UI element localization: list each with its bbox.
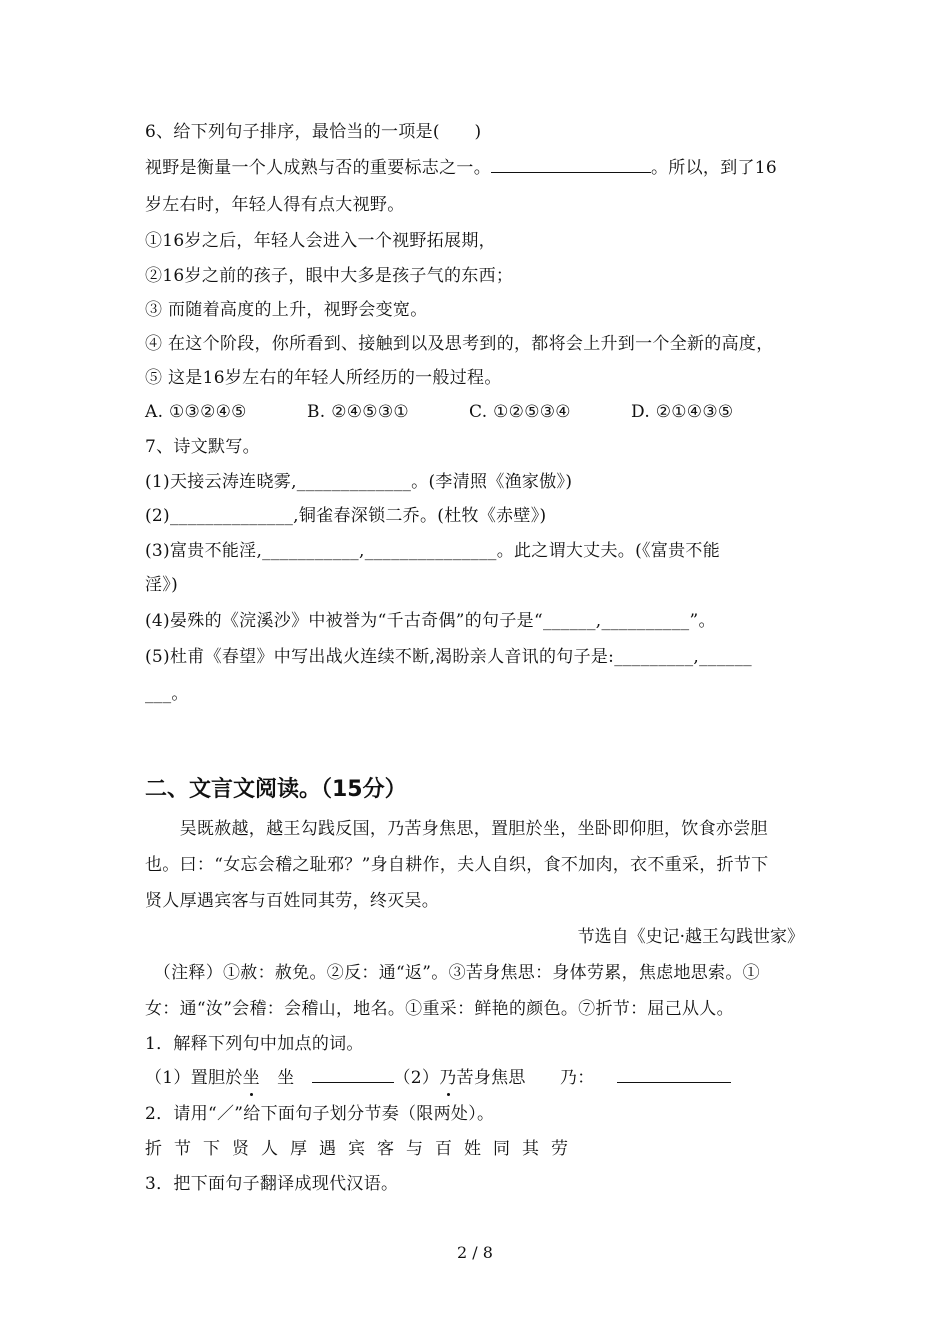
q6-line2: 岁左右时，年轻人得有点大视野。 xyxy=(145,195,405,215)
q6-option-c[interactable]: C. ①②⑤③④ xyxy=(469,402,571,422)
q1b-rest: 苦身焦思 xyxy=(456,1068,526,1088)
q1a-prefix: （1）置胆於 xyxy=(145,1068,243,1088)
question-2: 2．请用“／”给下面句子划分节奏（限两处）。 xyxy=(145,1104,495,1124)
question-1: 1．解释下列句中加点的词。 xyxy=(145,1034,364,1054)
q1b-word: 乃： xyxy=(559,1068,595,1088)
q6-sentence-4: ④ 在这个阶段，你所看到、接触到以及思考到的，都将会上升到一个全新的高度， xyxy=(145,334,774,354)
q7-item-5: (5)杜甫《春望》中写出战火连续不断,渴盼亲人音讯的句子是:_________,______ xyxy=(145,647,752,667)
q1b-answer-blank[interactable] xyxy=(617,1066,731,1083)
notes-line-2: 女：通“汝”会稽：会稽山，地名。①重采：鲜艳的颜色。⑦折节：屈己从人。 xyxy=(145,999,734,1019)
q7-item-4: (4)晏殊的《浣溪沙》中被誉为“千古奇偶”的句子是“______,__________”。 xyxy=(145,611,716,631)
q6-line1 xyxy=(145,156,777,180)
question-2-sentence[interactable]: 折节下贤人厚遇宾客与百姓同其劳 xyxy=(145,1139,580,1159)
q6-sentence-3: ③ 而随着高度的上升，视野会变宽。 xyxy=(145,300,428,320)
section-2-title: 二、文言文阅读。（15分） xyxy=(145,777,407,802)
q6-line1-b: 。所以，到了16 xyxy=(651,158,778,178)
q6-option-a[interactable]: A. ①③②④⑤ xyxy=(145,402,247,422)
q7-item-5-cont: ___。 xyxy=(145,684,189,704)
page-number: 2 / 8 xyxy=(457,1243,493,1262)
passage-line-3: 贤人厚遇宾客与百姓同其劳，终灭吴。 xyxy=(145,891,440,911)
q1a-answer-blank[interactable] xyxy=(312,1066,394,1083)
q6-option-d[interactable]: D. ②①④③⑤ xyxy=(631,402,734,422)
q6-option-b[interactable]: B. ②④⑤③① xyxy=(307,402,409,422)
q7-item-2: (2)______________,铜雀春深锁二乔。(杜牧《赤壁》) xyxy=(145,506,547,526)
q7-item-3: (3)富贵不能淫,___________,_______________。此之谓大丈夫。(《富贵不能 xyxy=(145,541,721,561)
q6-stem: 6、给下列句子排序，最恰当的一项是( ) xyxy=(145,122,482,142)
q6-sentence-2: ②16岁之前的孩子，眼中大多是孩子气的东西； xyxy=(145,266,514,286)
q1a-word: 坐 xyxy=(277,1068,295,1088)
q1a-dotted-word: 坐 xyxy=(242,1068,260,1088)
question-3: 3．把下面句子翻译成现代汉语。 xyxy=(145,1174,399,1194)
passage-line-2: 也。曰：“女忘会稽之耻邪？”身自耕作，夫人自织，食不加肉，衣不重采，折节下 xyxy=(145,855,769,875)
q6-options xyxy=(145,400,791,424)
question-1-items xyxy=(145,1066,731,1090)
q6-answer-blank[interactable] xyxy=(491,156,651,173)
q1b-dotted-word: 乃 xyxy=(439,1068,457,1088)
notes-line-1: （注释）①赦：赦免。②反：通“返”。③苦身焦思：身体劳累，焦虑地思索。① xyxy=(145,963,760,983)
q6-sentence-1: ①16岁之后，年轻人会进入一个视野拓展期， xyxy=(145,231,496,251)
q6-sentence-5: ⑤ 这是16岁左右的年轻人所经历的一般过程。 xyxy=(145,368,502,388)
q7-item-3-cont: 淫》) xyxy=(145,575,179,595)
q6-line1-a: 视野是衡量一个人成熟与否的重要标志之一。 xyxy=(145,158,491,178)
passage-source: 节选自《史记·越王勾践世家》 xyxy=(577,927,804,947)
q1b-prefix: （2） xyxy=(393,1068,440,1088)
q7-stem: 7、诗文默写。 xyxy=(145,437,260,457)
q7-item-1: (1)天接云涛连晓雾,_____________。(李清照《渔家傲》) xyxy=(145,472,573,492)
passage-line-1: 吴既赦越，越王勾践反国，乃苦身焦思，置胆於坐，坐卧即仰胆，饮食亦尝胆 xyxy=(145,819,768,839)
